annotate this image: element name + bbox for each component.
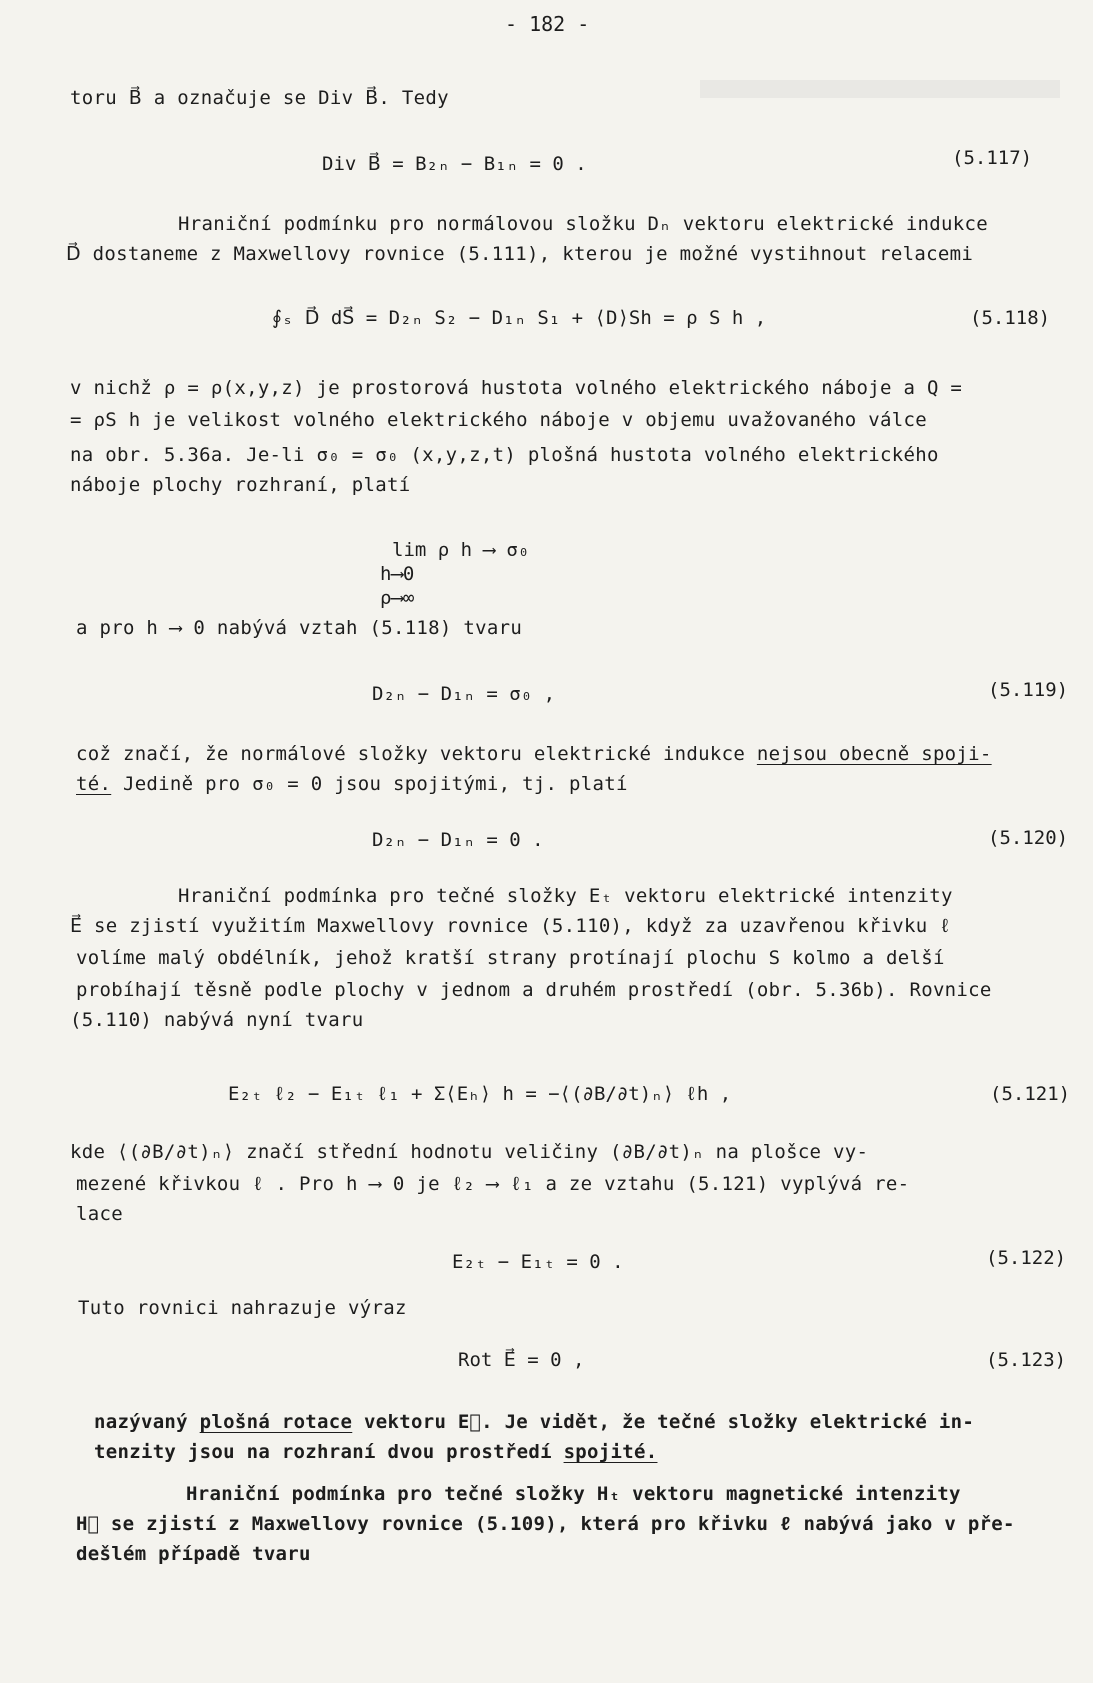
text-line: a pro h ⟶ 0 nabývá vztah (5.118) tvaru — [76, 617, 523, 639]
emphasis-underline: spojité. — [563, 1441, 658, 1463]
text-line: lace — [76, 1203, 123, 1225]
equation-number: (5.118) — [970, 307, 1051, 329]
equation-number: (5.117) — [952, 147, 1033, 169]
equation-5-120: D₂ₙ − D₁ₙ = 0 . — [372, 829, 544, 851]
emphasis-underline: nejsou obecně spoji- — [756, 743, 992, 765]
text-line: kde ⟨(∂B/∂t)ₙ⟩ značí střední hodnotu veličiny (∂B/∂t)ₙ na plošce vy- — [70, 1141, 869, 1163]
text-line: dešlém případě tvaru — [76, 1543, 311, 1565]
equation-5-122: E₂ₜ − E₁ₜ = 0 . — [452, 1251, 624, 1273]
text-line: té. Jedině pro σ₀ = 0 jsou spojitými, tj. platí — [76, 773, 628, 795]
equation-number: (5.120) — [988, 827, 1069, 849]
text-line: volíme malý obdélník, jehož kratší strany protínají plochu S kolmo a delší — [76, 947, 945, 969]
text-line: Hraniční podmínka pro tečné složky Hₜ vektoru magnetické intenzity — [186, 1483, 961, 1505]
text-line: tenzity jsou na rozhraní dvou prostředí spojité. — [94, 1441, 658, 1463]
equation-number: (5.123) — [986, 1349, 1067, 1371]
text-line: H⃗ se zjistí z Maxwellovy rovnice (5.109), která pro křivku ℓ nabývá jako v pře- — [76, 1513, 1015, 1535]
emphasis-underline: plošná rotace — [199, 1411, 353, 1433]
limit-condition: ρ⟶∞ — [380, 587, 415, 609]
emphasis-underline: té. — [76, 773, 112, 795]
equation-5-117: Div B⃗ = B₂ₙ − B₁ₙ = 0 . — [322, 153, 587, 175]
limit-condition: h⟶0 — [380, 563, 415, 585]
equation-number: (5.122) — [986, 1247, 1067, 1269]
text-line: (5.110) nabývá nyní tvaru — [70, 1009, 364, 1031]
text-line: Tuto rovnici nahrazuje výraz — [78, 1297, 407, 1319]
limit-expression: lim ρ h ⟶ σ₀ — [392, 539, 530, 561]
page-number: - 182 - — [505, 12, 590, 36]
equation-5-119: D₂ₙ − D₁ₙ = σ₀ , — [372, 683, 556, 705]
text-line: což značí, že normálové složky vektoru elektrické indukce nejsou obecně spoji- — [76, 743, 992, 765]
text-line: = ρS h je velikost volného elektrického náboje v objemu uvažovaného válce — [70, 409, 927, 431]
text-line: nazývaný plošná rotace vektoru E⃗. Je vidět, že tečné složky elektrické in- — [94, 1411, 975, 1433]
text-line: Hraniční podmínku pro normálovou složku Dₙ vektoru elektrické indukce — [178, 213, 988, 235]
text-line: E⃗ se zjistí využitím Maxwellovy rovnice (5.110), když za uzavřenou křivku ℓ — [70, 915, 951, 937]
text-line: mezené křivkou ℓ . Pro h ⟶ 0 je ℓ₂ ⟶ ℓ₁ a ze vztahu (5.121) vyplývá re- — [76, 1173, 910, 1195]
equation-5-123: Rot E⃗ = 0 , — [458, 1349, 585, 1371]
text-line: náboje plochy rozhraní, platí — [70, 474, 411, 496]
text-line: D⃗ dostaneme z Maxwellovy rovnice (5.111), kterou je možné vystihnout relacemi — [66, 243, 974, 265]
equation-5-118: ∮ₛ D⃗ dS⃗ = D₂ₙ S₂ − D₁ₙ S₁ + ⟨D⟩Sh = ρ S h , — [272, 307, 767, 329]
equation-number: (5.121) — [990, 1083, 1071, 1105]
text-line: toru B⃗ a označuje se Div B⃗. Tedy — [70, 87, 449, 109]
equation-5-121: E₂ₜ ℓ₂ − E₁ₜ ℓ₁ + Σ⟨Eₕ⟩ h = −⟨(∂B/∂t)ₙ⟩ ℓh , — [228, 1083, 732, 1105]
text-line: na obr. 5.36a. Je-li σ₀ = σ₀ (x,y,z,t) plošná hustota volného elektrického — [70, 444, 939, 466]
text-line: v nichž ρ = ρ(x,y,z) je prostorová hustota volného elektrického náboje a Q = — [70, 377, 963, 399]
text-line: probíhají těsně podle plochy v jednom a druhém prostředí (obr. 5.36b). Rovnice — [76, 979, 992, 1001]
bleed-through-shadow — [700, 80, 1060, 98]
text-line: Hraniční podmínka pro tečné složky Eₜ vektoru elektrické intenzity — [178, 885, 953, 907]
equation-number: (5.119) — [988, 679, 1069, 701]
